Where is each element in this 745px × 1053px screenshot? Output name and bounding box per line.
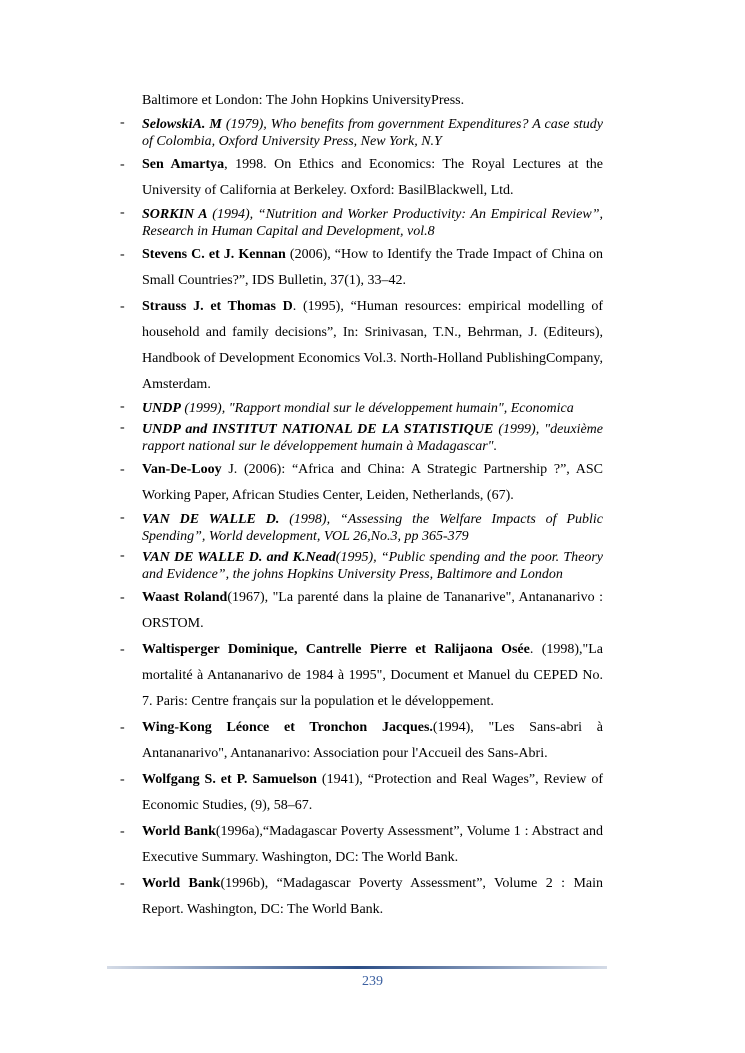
reference-details: (1999), "Rapport mondial sur le développement humain", Economica: [180, 401, 574, 416]
reference-details: (1999), "deuxième rapport national sur le développement humain à Madagascar".: [142, 422, 604, 454]
reference-entry: [120, 547, 603, 585]
list-dash: -: [120, 772, 125, 787]
reference-author: Waltisperger Dominique, Cantrelle Pierre et Ralijaona Osée: [142, 642, 530, 657]
list-dash: -: [120, 876, 125, 891]
reference-author: SelowskiA. M: [142, 117, 222, 132]
reference-details: J. (2006): “Africa and China: A Strategic Partnership ?”, ASC Working Paper, African Studies Center, Leiden, Netherlands, (67).: [142, 462, 603, 503]
reference-entry: [120, 819, 603, 871]
list-dash: -: [120, 247, 125, 262]
reference-entry: [120, 509, 603, 547]
reference-details: (2006), “How to Identify the Trade Impact of China on Small Countries?”, IDS Bulletin, 37(1), 33–42.: [142, 247, 603, 288]
list-dash: -: [120, 420, 125, 435]
list-dash: -: [120, 399, 125, 414]
reference-author: Wing-Kong Léonce et Tronchon Jacques.: [142, 720, 433, 735]
reference-author: Van-De-Looy: [142, 462, 222, 477]
footer-rule: [107, 966, 607, 969]
reference-author: UNDP: [142, 401, 181, 416]
reference-details: (1967), "La parenté dans la plaine de Tananarive", Antananarivo : ORSTOM.: [142, 590, 603, 631]
list-dash: -: [120, 115, 125, 130]
list-dash: -: [120, 510, 125, 525]
reference-details: (1996a),“Madagascar Poverty Assessment”, Volume 1 : Abstract and Executive Summary. Washington, DC: The World Bank.: [142, 824, 604, 865]
reference-entry: [120, 114, 603, 152]
reference-details: (1995), “Public spending and the poor. Theory and Evidence”, the johns Hopkins University Press, Baltimore and London: [142, 550, 603, 582]
reference-details: (1996b), “Madagascar Poverty Assessment”, Volume 2 : Main Report. Washington, DC: The World Bank.: [142, 876, 603, 917]
reference-details: (1941), “Protection and Real Wages”, Review of Economic Studies, (9), 58–67.: [142, 772, 603, 813]
reference-author: UNDP and INSTITUT NATIONAL DE LA STATISTIQUE: [142, 422, 494, 437]
reference-entry: [120, 242, 603, 294]
reference-author: SORKIN A: [142, 207, 208, 222]
reference-entry: [120, 152, 603, 204]
list-dash: -: [120, 720, 125, 735]
list-dash: -: [120, 157, 125, 172]
reference-entry: [120, 585, 603, 637]
reference-author: World Bank: [142, 824, 216, 839]
reference-list: [120, 88, 603, 923]
reference-author: Wolfgang S. et P. Samuelson: [142, 772, 317, 787]
reference-entry: [120, 871, 603, 923]
reference-author: VAN DE WALLE D. and K.Nead: [142, 550, 336, 565]
reference-entry: [120, 457, 603, 509]
reference-details: (1998), “Assessing the Welfare Impacts of Public Spending”, World development, VOL 26,No.3, pp 365-379: [142, 512, 603, 544]
list-dash: -: [120, 824, 125, 839]
reference-entry: [120, 637, 603, 715]
reference-entry: [120, 715, 603, 767]
list-dash: -: [120, 462, 125, 477]
reference-details: , 1998. On Ethics and Economics: The Royal Lectures at the University of California at Berkeley. Oxford: BasilBlackwell, Ltd.: [142, 157, 603, 198]
reference-entry: [120, 767, 603, 819]
reference-entry: [120, 204, 603, 242]
list-dash: -: [120, 590, 125, 605]
reference-text: Baltimore et London: The John Hopkins UniversityPress.: [142, 93, 465, 108]
reference-details: . (1995), “Human resources: empirical modelling of household and family decisions”, In: Srinivasan, T.N., Behrman, J. (Editeurs), Handbook of Development Economics Vol.3. North-Holland PublishingCompany, Amsterdam.: [142, 299, 603, 392]
reference-author: World Bank: [142, 876, 221, 891]
reference-author: Strauss J. et Thomas D: [142, 299, 293, 314]
page-number: 239: [362, 974, 383, 989]
reference-details: (1994), “Nutrition and Worker Productivity: An Empirical Review”, Research in Human Capital and Development, vol.8: [142, 207, 603, 239]
reference-details: (1979), Who benefits from government Expenditures? A case study of Colombia, Oxford University Press, New York, N.Y: [142, 117, 604, 149]
reference-entry: [120, 294, 603, 398]
reference-entry: [120, 419, 603, 457]
reference-details: (1994), "Les Sans-abri à Antananarivo", Antananarivo: Association pour l'Accueil des Sans-Abri.: [142, 720, 604, 761]
list-dash: -: [120, 642, 125, 657]
reference-details: . (1998),"La mortalité à Antananarivo de 1984 à 1995", Document et Manuel du CEPED No. 7. Paris: Centre français sur la population et le développement.: [142, 642, 603, 709]
reference-continuation: [120, 88, 603, 114]
reference-author: VAN DE WALLE D.: [142, 512, 280, 527]
list-dash: -: [120, 548, 125, 563]
reference-author: Sen Amartya: [142, 157, 225, 172]
reference-entry: [120, 398, 603, 419]
list-dash: -: [120, 205, 125, 220]
reference-author: Waast Roland: [142, 590, 228, 605]
reference-author: Stevens C. et J. Kennan: [142, 247, 286, 262]
list-dash: -: [120, 299, 125, 314]
